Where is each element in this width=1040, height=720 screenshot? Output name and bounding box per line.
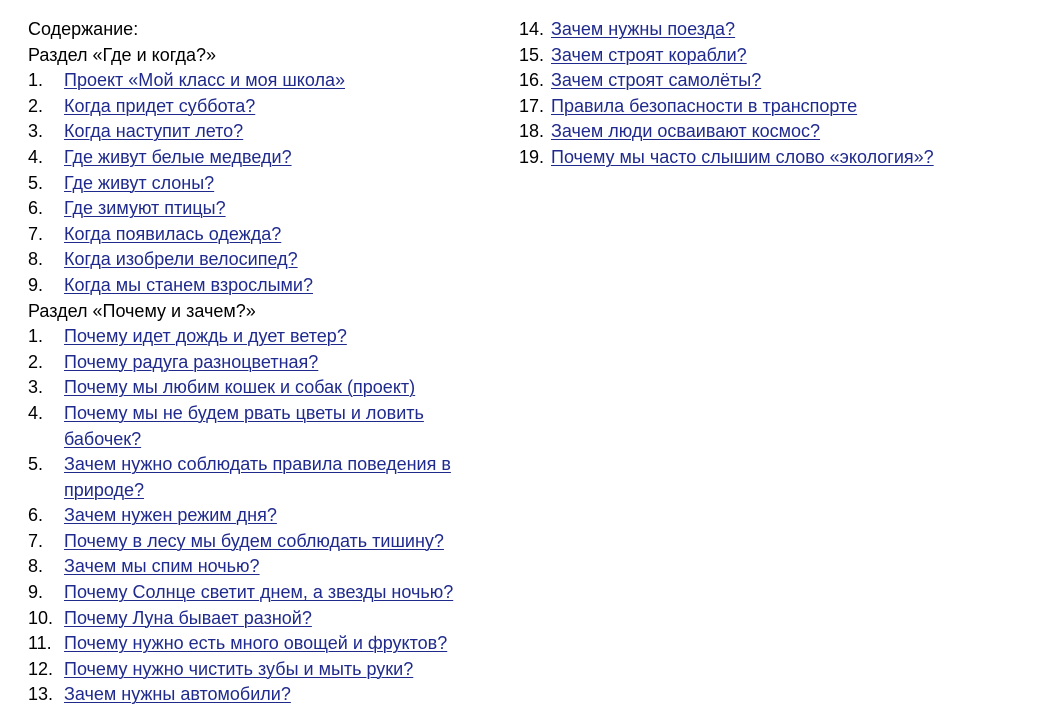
- item-number: 9.: [28, 582, 44, 603]
- item-number: 3.: [28, 377, 44, 398]
- item-number: 10.: [28, 607, 54, 628]
- item-number: 1.: [28, 326, 44, 347]
- wrap-container: [64, 401, 484, 452]
- list-item: [519, 68, 1029, 94]
- toc-link[interactable]: Когда наступит лето?: [64, 121, 244, 142]
- item-number: 4.: [28, 146, 44, 167]
- item-number: 6.: [28, 505, 44, 526]
- toc-link[interactable]: Почему Солнце светит днем, а звезды ночью?: [64, 582, 454, 603]
- list-item: [28, 196, 498, 222]
- list-item: [28, 657, 498, 683]
- item-number: 7.: [28, 223, 44, 244]
- item-number: 19.: [519, 146, 545, 167]
- list-item: [28, 682, 498, 708]
- toc-link[interactable]: Правила безопасности в транспорте: [551, 95, 858, 116]
- wrap-container: [64, 452, 484, 503]
- toc-link[interactable]: Зачем нужны автомобили?: [64, 684, 291, 705]
- toc-link[interactable]: Проект «Мой класс и моя школа»: [64, 70, 346, 91]
- item-number: 2.: [28, 95, 44, 116]
- left-column: [28, 17, 498, 708]
- list-item: [28, 145, 498, 171]
- list-item: [519, 43, 1029, 69]
- list-item: [28, 529, 498, 555]
- list-item: [28, 606, 498, 632]
- toc-link[interactable]: Зачем люди осваивают космос?: [551, 121, 821, 142]
- section-title-why: Раздел «Почему и зачем?»: [28, 300, 256, 321]
- toc-link[interactable]: Зачем строят корабли?: [551, 44, 747, 65]
- toc-link[interactable]: Зачем нужно соблюдать правила поведения в природе?: [64, 454, 451, 500]
- list-item: [519, 145, 1029, 171]
- item-number: 16.: [519, 70, 545, 91]
- item-number: 9.: [28, 274, 44, 295]
- toc-link[interactable]: Где зимуют птицы?: [64, 198, 226, 219]
- toc-link[interactable]: Почему радуга разноцветная?: [64, 351, 319, 372]
- contents-heading: Содержание:: [28, 19, 139, 39]
- item-number: 5.: [28, 454, 44, 475]
- list-item: [28, 452, 498, 503]
- list-item: [28, 247, 498, 273]
- section-title-where-when: Раздел «Где и когда?»: [28, 44, 216, 65]
- item-number: 15.: [519, 44, 545, 65]
- toc-link[interactable]: Зачем нужны поезда?: [551, 19, 736, 39]
- item-number: 5.: [28, 172, 44, 193]
- list-item: [28, 580, 498, 606]
- list-item: [28, 324, 498, 350]
- list-item: [28, 222, 498, 248]
- item-number: 18.: [519, 121, 545, 142]
- list-item: [28, 171, 498, 197]
- item-number: 13.: [28, 684, 54, 705]
- toc-link[interactable]: Почему Луна бывает разной?: [64, 607, 312, 628]
- item-number: 7.: [28, 530, 44, 551]
- item-number: 17.: [519, 95, 545, 116]
- list-item: [28, 503, 498, 529]
- list-item: [519, 17, 1029, 43]
- item-number: 1.: [28, 70, 44, 91]
- toc-link[interactable]: Где живут слоны?: [64, 172, 215, 193]
- toc-link[interactable]: Почему нужно чистить зубы и мыть руки?: [64, 658, 414, 679]
- toc-link[interactable]: Зачем строят самолёты?: [551, 70, 762, 91]
- item-number: 11.: [28, 633, 52, 654]
- list-item: [519, 119, 1029, 145]
- right-column: [519, 17, 1029, 171]
- toc-link[interactable]: Когда придет суббота?: [64, 95, 256, 116]
- toc-link[interactable]: Где живут белые медведи?: [64, 146, 292, 167]
- item-number: 6.: [28, 198, 44, 219]
- item-number: 4.: [28, 402, 44, 423]
- toc-link[interactable]: Почему мы любим кошек и собак (проект): [64, 377, 416, 398]
- item-number: 12.: [28, 658, 54, 679]
- list-item: [28, 94, 498, 120]
- item-number: 8.: [28, 249, 44, 270]
- toc-link[interactable]: Зачем мы спим ночью?: [64, 556, 260, 577]
- item-number: 8.: [28, 556, 44, 577]
- toc-link[interactable]: Когда изобрели велосипед?: [64, 249, 298, 270]
- toc-link[interactable]: Почему мы часто слышим слово «экология»?: [551, 146, 934, 167]
- list-item: [28, 554, 498, 580]
- list-item: [28, 401, 498, 452]
- list-item: [28, 119, 498, 145]
- list-item: [28, 68, 498, 94]
- toc-link[interactable]: Почему мы не будем рвать цветы и ловить бабочек?: [64, 402, 424, 449]
- toc-link[interactable]: Почему идет дождь и дует ветер?: [64, 326, 347, 347]
- item-number: 2.: [28, 351, 44, 372]
- toc-link[interactable]: Зачем нужен режим дня?: [64, 505, 277, 526]
- list-item: [28, 631, 498, 657]
- item-number: 3.: [28, 121, 44, 142]
- toc-link[interactable]: Когда появилась одежда?: [64, 223, 282, 244]
- toc-link[interactable]: Почему в лесу мы будем соблюдать тишину?: [64, 530, 444, 551]
- list-item: [28, 350, 498, 376]
- toc-link[interactable]: Почему нужно есть много овощей и фруктов?: [64, 633, 448, 654]
- list-item: [519, 94, 1029, 120]
- list-item: [28, 375, 498, 401]
- item-number: 14.: [519, 19, 545, 39]
- list-item: [28, 273, 498, 299]
- toc-link[interactable]: Когда мы станем взрослыми?: [64, 274, 313, 295]
